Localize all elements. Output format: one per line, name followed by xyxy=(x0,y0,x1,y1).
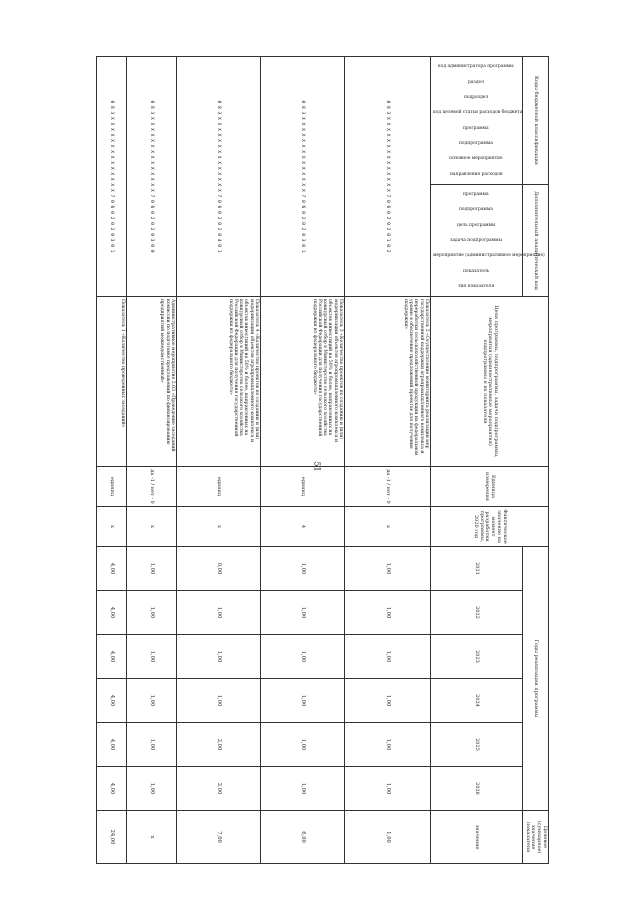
rotated-table-area xyxy=(101,56,549,863)
header-year-2024: 2024 xyxy=(431,679,523,723)
header-target: Целевое (суммарное) значение показателя xyxy=(523,811,549,864)
kbk-col-subsection: подраздел xyxy=(464,94,489,100)
extra-col-indicator: показатель xyxy=(463,268,490,274)
header-target-value: значение xyxy=(431,811,523,864)
header-extra-code: Дополнительный аналитический код xyxy=(523,185,549,297)
header-unit: Единица измерения xyxy=(431,467,549,507)
row-value-2026: 1,00 xyxy=(345,767,431,811)
header-year-2026: 2026 xyxy=(431,767,523,811)
row-code: 0 8 3 X X X X X X X X X X X X X X 7 0 6 0 2 0 2 0 4 0 1 xyxy=(177,57,261,297)
kbk-col-admin: код администратора программы xyxy=(438,64,515,70)
row-unit: единиц xyxy=(177,467,261,507)
row-value-2023: 1,00 xyxy=(345,635,431,679)
row-value-2025: 1,00 xyxy=(127,723,177,767)
row-code: 0 8 3 X X X X X X X X X X X X X X 7 0 6 0 2 0 2 0 1 0 2 xyxy=(345,57,431,297)
extra-col-subprogram: подпрограмма xyxy=(459,207,494,213)
row-value-2022: 1,00 xyxy=(177,591,261,635)
kbk-col-subprogram: подпрограмма xyxy=(459,141,494,147)
header-base-year: Фактическое значение на момент разработки программы, 2020 год xyxy=(431,507,549,547)
extra-col-indicator-type: тип показателя xyxy=(458,283,495,289)
row-goal: Показатель 4 «Количество проектов по созданию и (или) модернизации объектов агропромышленного комплекса и объектов инвестиций на 50% и более, направленных на конкурсный отбор в Министерство сельского хозяйства Российской Федерации для получения государственной поддержки из федерального бюджета» xyxy=(177,297,261,467)
header-year-2022: 2022 xyxy=(431,591,523,635)
row-value-2025: 2,00 xyxy=(177,723,261,767)
row-base: 4 xyxy=(261,507,345,547)
program-indicators-sheet xyxy=(101,56,549,863)
row-value-2022: 1,00 xyxy=(261,591,345,635)
kbk-col-direction: направление расходов xyxy=(450,171,503,177)
row-code: 0 8 3 X X X X X X X X X X X X X X 7 0 6 0 2 0 2 0 3 0 0 xyxy=(127,57,177,297)
header-year-2021: 2021 xyxy=(431,547,523,591)
row-goal: Показатель 1 «Количество проведенных заседаний» xyxy=(97,297,127,467)
header-goals: Цели программы, подпрограммы, задачи подпрограммы, мероприятия (административные мероприятия) подпрограммы и их показатели xyxy=(431,297,549,467)
row-unit: да -1 / нет - 0 xyxy=(345,467,431,507)
row-base: x xyxy=(97,507,127,547)
extra-col-program: программа xyxy=(463,192,490,198)
row-value-2026: 1,00 xyxy=(261,767,345,811)
row-goal: Административное мероприятие 2.03 «Проведение заседаний комиссии по подготовке предложений по финансированию предприятий межведомственной» xyxy=(127,297,177,467)
row-value-2021: 4,00 xyxy=(97,547,127,591)
row-value-2025: 1,00 xyxy=(345,723,431,767)
row-value-2024: 1,00 xyxy=(345,679,431,723)
header-years: Годы реализации программы xyxy=(523,547,549,811)
kbk-col-main-activity: основное мероприятие xyxy=(449,156,504,162)
row-value-2023: 1,00 xyxy=(127,635,177,679)
row-value-2025: 1,00 xyxy=(261,723,345,767)
table-row xyxy=(127,57,177,864)
program-indicators-table xyxy=(96,56,549,864)
row-value-2023: 1,00 xyxy=(177,635,261,679)
row-value-2026: 1,00 xyxy=(127,767,177,811)
extra-col-activity: мероприятие (административное мероприятие) xyxy=(433,253,546,259)
extra-col-task: задача подпрограммы xyxy=(450,237,503,243)
table-row xyxy=(261,57,345,864)
kbk-col-section: раздел xyxy=(468,79,485,85)
row-code: 0 8 3 X X X X X X X X X X X X X X 7 0 6 0 2 0 2 0 3 0 1 xyxy=(261,57,345,297)
header-kbk: Коды бюджетной классификации xyxy=(523,57,549,185)
row-unit: да -1 / нет - 0 xyxy=(127,467,177,507)
row-value-2021: 1,00 xyxy=(345,547,431,591)
row-goal: Показатель 3 «Количество проектов по созданию и (или) модернизации объектов агропромышленного комплекса и объектов инвестиций на 50% и более, направленных на конкурсный отбор в Министерство сельского хозяйства Российской Федерации для получения государственной поддержки из федерального бюджета» xyxy=(261,297,345,467)
row-value-2021: 1,00 xyxy=(261,547,345,591)
row-target: 24,00 xyxy=(97,811,127,864)
row-goal: Показатель 2 «Осуществление мониторинга реализации мер государственной поддержки агропромышленного комплекса и переработки сельскохозяйственной продукции на федеральном уровне в обеспечение предложений проектов для получения поддержки» xyxy=(345,297,431,467)
row-value-2023: 1,00 xyxy=(261,635,345,679)
table-row xyxy=(345,57,431,864)
row-value-2024: 1,00 xyxy=(127,679,177,723)
row-base: x xyxy=(345,507,431,547)
header-year-2023: 2023 xyxy=(431,635,523,679)
row-target: 1,00 xyxy=(345,811,431,864)
table-row xyxy=(177,57,261,864)
row-value-2022: 4,00 xyxy=(97,591,127,635)
kbk-col-budget-group: код целевой статьи расходов бюджета xyxy=(433,110,523,116)
row-target: x xyxy=(127,811,177,864)
table-row xyxy=(97,57,127,864)
row-unit: единиц xyxy=(261,467,345,507)
header-kbk-subcols xyxy=(431,57,523,185)
row-base: x xyxy=(177,507,261,547)
row-code: 0 8 3 X X X X X X X X X X X X X X 7 0 6 0 2 0 2 0 3 0 1 xyxy=(97,57,127,297)
row-value-2024: 1,00 xyxy=(261,679,345,723)
row-value-2024: 1,00 xyxy=(177,679,261,723)
row-value-2022: 1,00 xyxy=(345,591,431,635)
extra-col-goal: цель программы xyxy=(457,222,496,228)
row-value-2023: 4,00 xyxy=(97,635,127,679)
row-value-2026: 2,00 xyxy=(177,767,261,811)
row-target: 7,00 xyxy=(177,811,261,864)
kbk-col-program: программа xyxy=(463,125,490,131)
header-year-2025: 2025 xyxy=(431,723,523,767)
row-value-2025: 4,00 xyxy=(97,723,127,767)
row-unit: единиц xyxy=(97,467,127,507)
row-base: x xyxy=(127,507,177,547)
row-value-2026: 4,00 xyxy=(97,767,127,811)
row-value-2021: 1,00 xyxy=(127,547,177,591)
row-value-2024: 4,00 xyxy=(97,679,127,723)
page-number: 51 xyxy=(312,461,322,472)
row-value-2022: 1,00 xyxy=(127,591,177,635)
row-value-2021: 0,00 xyxy=(177,547,261,591)
row-target: 6,00 xyxy=(261,811,345,864)
